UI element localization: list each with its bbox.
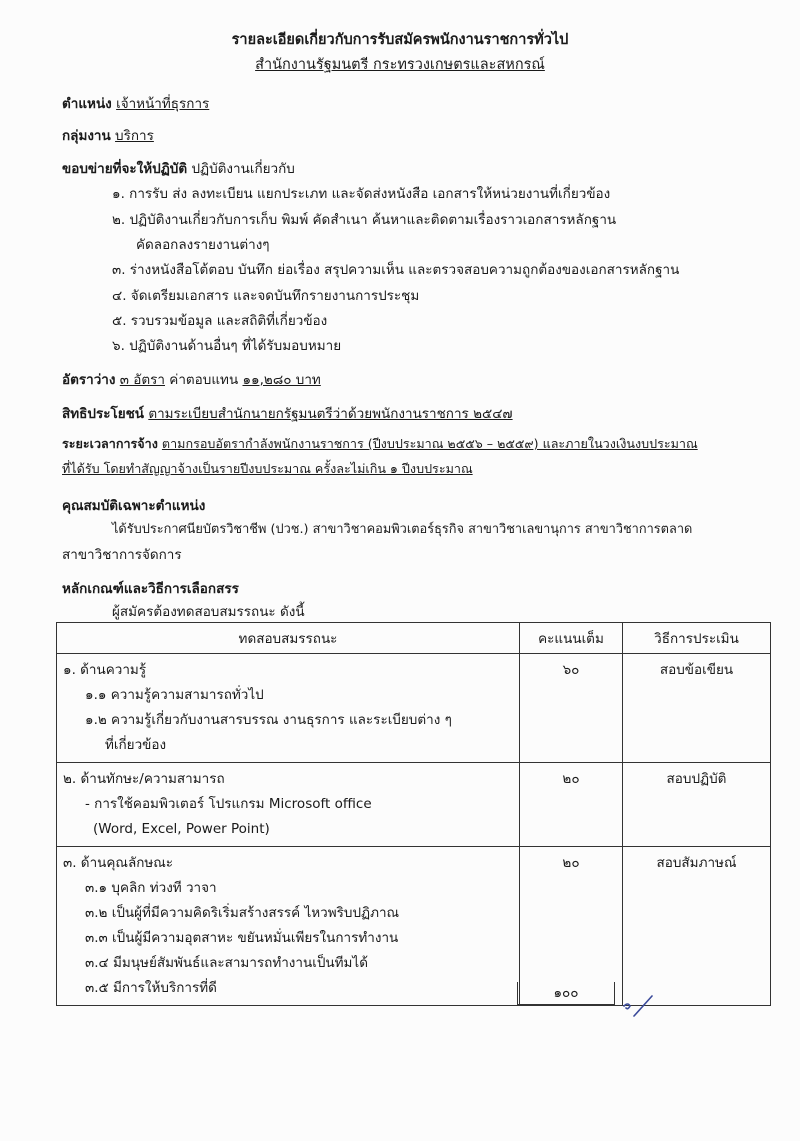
- row-subitem: ๑.๑ ความรู้ความสามารถทั่วไป: [85, 687, 264, 703]
- document-subtitle: สำนักงานรัฐมนตรี กระทรวงเกษตรและสหกรณ์: [255, 57, 545, 73]
- row-subitem-continued: (Word, Excel, Power Point): [93, 821, 270, 837]
- duration-line: [62, 434, 698, 454]
- vacancy-line: [62, 368, 321, 390]
- total-score: ๑๐๐: [517, 982, 615, 1005]
- row-subitem-continued: ที่เกี่ยวข้อง: [105, 737, 167, 753]
- row-score: ๖๐: [520, 654, 623, 763]
- benefit-label: สิทธิประโยชน์: [62, 406, 145, 422]
- scope-item-continuation: คัดลอกลงรายงานต่างๆ: [136, 237, 270, 253]
- qualification-label: คุณสมบัติเฉพาะตำแหน่ง: [62, 498, 206, 514]
- row-test-cell: [57, 654, 520, 763]
- competency-table: [56, 622, 771, 1006]
- row-subitem: ๓.๔ มีมนุษย์สัมพันธ์และสามารถทำงานเป็นทีมได้: [85, 955, 368, 971]
- pay-value: ๑๑,๒๘๐ บาท: [242, 372, 321, 388]
- scope-item: ๖. ปฏิบัติงานด้านอื่นๆ ที่ได้รับมอบหมาย: [112, 338, 342, 354]
- table-row: [57, 654, 771, 763]
- row-title: ๑. ด้านความรู้: [63, 662, 147, 678]
- row-subitem: - การใช้คอมพิวเตอร์ โปรแกรม Microsoft office: [85, 796, 372, 812]
- vacancy-label: อัตราว่าง: [62, 372, 116, 388]
- row-score: ๒๐: [520, 763, 623, 847]
- scope-line: [62, 157, 295, 179]
- column-header-method: วิธีการประเมิน: [623, 623, 771, 654]
- vacancy-count: ๓ อัตรา: [119, 372, 165, 388]
- signature-mark: [620, 992, 660, 1028]
- row-subitem: ๓.๒ เป็นผู้ที่มีความคิดริเริ่มสร้างสรรค์ ไหวพริบปฏิภาณ: [85, 905, 400, 921]
- group-value: บริการ: [115, 128, 154, 144]
- scope-item: ๕. รวบรวมข้อมูล และสถิติที่เกี่ยวข้อง: [112, 313, 328, 329]
- scope-intro: ปฏิบัติงานเกี่ยวกับ: [191, 161, 295, 177]
- row-subitem: ๑.๒ ความรู้เกี่ยวกับงานสารบรรณ งานธุรการ และระเบียบต่าง ๆ: [85, 712, 452, 728]
- row-test-cell: [57, 847, 520, 1006]
- qualification-text-continued: สาขาวิชาการจัดการ: [62, 547, 182, 563]
- table-row: [57, 763, 771, 847]
- row-test-cell: [57, 763, 520, 847]
- position-label: ตำแหน่ง: [62, 96, 112, 112]
- row-subitem: ๓.๑ บุคลิก ท่วงที วาจา: [85, 880, 217, 896]
- scope-item: ๔. จัดเตรียมเอกสาร และจดบันทึกรายงานการประชุม: [112, 288, 420, 304]
- table-header-row: [57, 623, 771, 654]
- row-score: ๒๐: [520, 847, 623, 1006]
- position-value: เจ้าหน้าที่ธุรการ: [116, 96, 210, 112]
- group-line: [62, 124, 154, 146]
- table-row: [57, 847, 771, 1006]
- row-method: สอบสัมภาษณ์: [623, 847, 771, 1006]
- row-subitem: ๓.๓ เป็นผู้มีความอุตสาหะ ขยันหมั่นเพียรในการทำงาน: [85, 930, 399, 946]
- group-label: กลุ่มงาน: [62, 128, 111, 144]
- row-method: สอบปฏิบัติ: [623, 763, 771, 847]
- row-title: ๓. ด้านคุณลักษณะ: [63, 855, 174, 871]
- scope-item: ๓. ร่างหนังสือโต้ตอบ บันทึก ย่อเรื่อง สรุปความเห็น และตรวจสอบความถูกต้องของเอกสารหลักฐาน: [112, 262, 680, 278]
- duration-text-continued: ที่ได้รับ โดยทำสัญญาจ้างเป็นรายปีงบประมาณ ครั้งละไม่เกิน ๑ ปีงบประมาณ: [62, 461, 473, 476]
- qualification-text: ได้รับประกาศนียบัตรวิชาชีพ (ปวช.) สาขาวิชาคอมพิวเตอร์ธุรกิจ สาขาวิชาเลขานุการ สาขาวิชาการตลาด: [112, 522, 693, 537]
- scope-item: ๒. ปฏิบัติงานเกี่ยวกับการเก็บ พิมพ์ คัดสำเนา ค้นหาและติดตามเรื่องราวเอกสารหลักฐาน: [112, 212, 617, 228]
- document-title: รายละเอียดเกี่ยวกับการรับสมัครพนักงานราชการทั่วไป: [231, 32, 569, 48]
- scope-label: ขอบข่ายที่จะให้ปฏิบัติ: [62, 161, 188, 177]
- benefit-line: [62, 402, 513, 424]
- criteria-intro: ผู้สมัครต้องทดสอบสมรรถนะ ดังนี้: [112, 604, 305, 620]
- duration-label: ระยะเวลาการจ้าง: [62, 436, 158, 451]
- scope-item: ๑. การรับ ส่ง ลงทะเบียน แยกประเภท และจัดส่งหนังสือ เอกสารให้หน่วยงานที่เกี่ยวข้อง: [112, 186, 611, 202]
- criteria-label: หลักเกณฑ์และวิธีการเลือกสรร: [62, 581, 239, 597]
- benefit-value: ตามระเบียบสำนักนายกรัฐมนตรีว่าด้วยพนักงานราชการ ๒๕๔๗: [148, 406, 513, 422]
- row-subitem: ๓.๕ มีการให้บริการที่ดี: [85, 980, 217, 996]
- duration-text: ตามกรอบอัตรากำลังพนักงานราชการ (ปีงบประมาณ ๒๕๕๖ – ๒๕๕๙) และภายในวงเงินงบประมาณ: [161, 436, 698, 451]
- pay-label: ค่าตอบแทน: [169, 372, 239, 388]
- row-method: สอบข้อเขียน: [623, 654, 771, 763]
- column-header-score: คะแนนเต็ม: [520, 623, 623, 654]
- row-title: ๒. ด้านทักษะ/ความสามารถ: [63, 771, 225, 787]
- position-line: [62, 92, 209, 114]
- column-header-test: ทดสอบสมรรถนะ: [57, 623, 520, 654]
